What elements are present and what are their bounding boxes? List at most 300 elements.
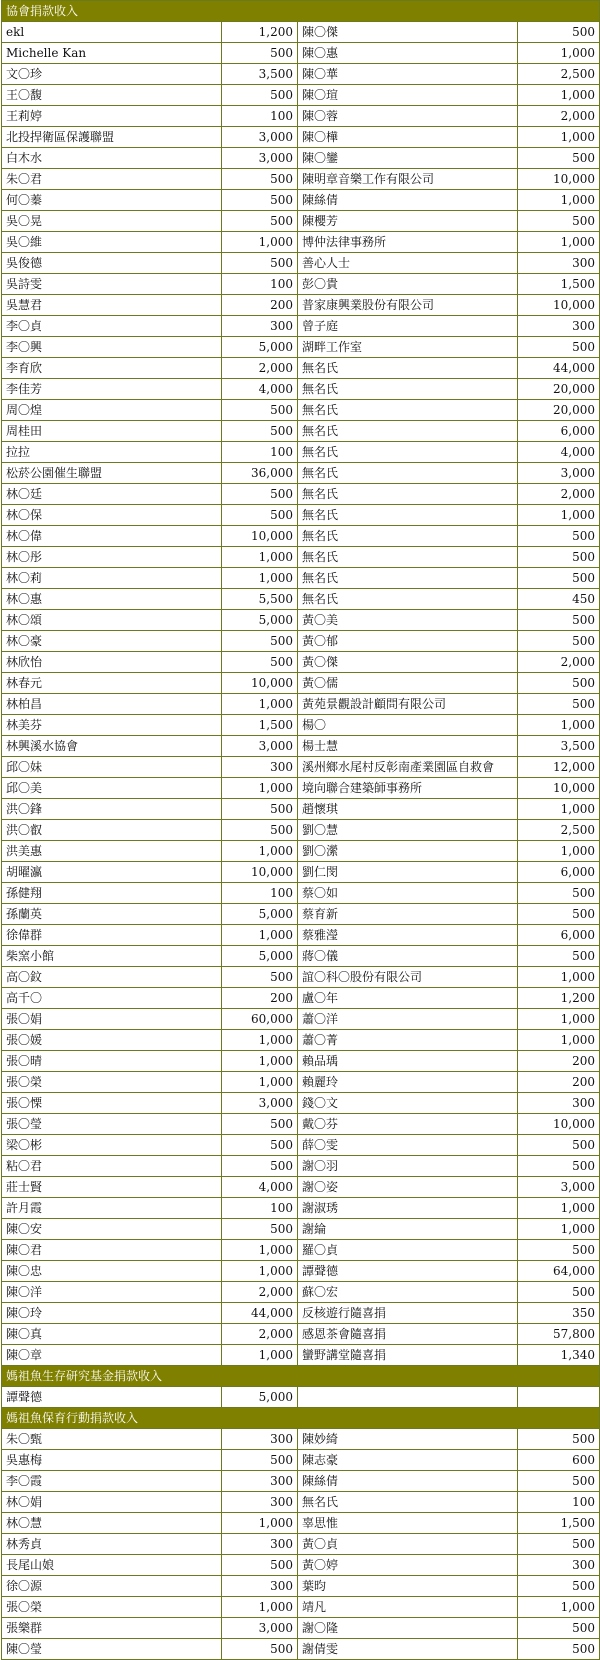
donor-name: 蘇〇宏	[298, 1282, 518, 1303]
donor-name: 高〇鈫	[2, 967, 222, 988]
donation-amount: 3,000	[222, 1093, 298, 1114]
donation-amount: 2,000	[222, 358, 298, 379]
donation-amount: 20,000	[518, 379, 600, 400]
donor-name: 謝〇隆	[298, 1618, 518, 1639]
donation-amount: 200	[518, 1072, 600, 1093]
donation-amount: 500	[518, 1135, 600, 1156]
donation-amount: 500	[222, 169, 298, 190]
donation-amount: 2,500	[518, 820, 600, 841]
donor-name: 胡曜瀛	[2, 862, 222, 883]
donation-amount: 500	[222, 1555, 298, 1576]
table-row	[2, 442, 600, 463]
donor-name: 陳〇君	[2, 1240, 222, 1261]
donation-amount: 500	[518, 1534, 600, 1555]
table-row	[2, 43, 600, 64]
table-row	[2, 1051, 600, 1072]
donor-name: 柴窯小館	[2, 946, 222, 967]
donor-name	[298, 1387, 518, 1408]
donor-name: 普家康興業股份有限公司	[298, 295, 518, 316]
table-row	[2, 358, 600, 379]
donor-name: 無名氏	[298, 463, 518, 484]
donor-name: 辜思惟	[298, 1513, 518, 1534]
donor-name: 洪〇鋒	[2, 799, 222, 820]
donor-name: 譚聲德	[298, 1261, 518, 1282]
donation-amount: 1,000	[518, 1219, 600, 1240]
donation-amount: 57,800	[518, 1324, 600, 1345]
donor-name: 林〇慧	[2, 1513, 222, 1534]
donation-amount: 1,000	[518, 190, 600, 211]
donor-name: 林〇偉	[2, 526, 222, 547]
donor-name: 蕭〇菁	[298, 1030, 518, 1051]
donation-amount: 300	[518, 253, 600, 274]
donation-amount: 44,000	[518, 358, 600, 379]
donor-name: 戴〇芬	[298, 1114, 518, 1135]
donation-amount: 1,000	[518, 841, 600, 862]
donation-amount: 1,000	[518, 799, 600, 820]
donation-amount: 300	[222, 316, 298, 337]
table-row	[2, 652, 600, 673]
donor-name: 孫蘭英	[2, 904, 222, 925]
donation-amount: 500	[222, 85, 298, 106]
table-row	[2, 778, 600, 799]
donation-amount: 2,000	[518, 652, 600, 673]
donor-name: 松菸公園催生聯盟	[2, 463, 222, 484]
donation-amount: 500	[518, 1618, 600, 1639]
donor-name: 靖凡	[298, 1597, 518, 1618]
donor-name: 梁〇彬	[2, 1135, 222, 1156]
table-row	[2, 379, 600, 400]
donation-amount: 350	[518, 1303, 600, 1324]
donor-name: 林柏昌	[2, 694, 222, 715]
donor-name: 粘〇君	[2, 1156, 222, 1177]
donation-amount: 500	[222, 43, 298, 64]
donation-amount: 5,000	[222, 610, 298, 631]
donation-amount: 5,500	[222, 589, 298, 610]
donation-amount: 500	[518, 1240, 600, 1261]
table-row	[2, 1534, 600, 1555]
donor-name: 彭〇貴	[298, 274, 518, 295]
donation-amount: 2,000	[222, 1282, 298, 1303]
donation-amount: 1,000	[518, 1198, 600, 1219]
donation-amount: 500	[518, 1576, 600, 1597]
donor-name: 林〇保	[2, 505, 222, 526]
donor-name: 湖畔工作室	[298, 337, 518, 358]
donor-name: 境向聯合建築師事務所	[298, 778, 518, 799]
donation-amount: 1,000	[222, 778, 298, 799]
donation-amount: 1,000	[222, 1597, 298, 1618]
donation-amount: 1,000	[518, 1009, 600, 1030]
donor-name: 黃苑景觀設計顧問有限公司	[298, 694, 518, 715]
donor-name: 莊士賢	[2, 1177, 222, 1198]
donation-amount: 20,000	[518, 400, 600, 421]
donation-amount: 200	[518, 1051, 600, 1072]
donor-name: 邱〇美	[2, 778, 222, 799]
table-row	[2, 757, 600, 778]
table-row	[2, 1345, 600, 1366]
donor-name: 蕭〇洋	[298, 1009, 518, 1030]
donor-name: 王〇馥	[2, 85, 222, 106]
table-row	[2, 1618, 600, 1639]
donation-amount: 300	[518, 316, 600, 337]
donation-amount: 1,000	[222, 232, 298, 253]
table-row	[2, 1219, 600, 1240]
donor-name: 吳〇維	[2, 232, 222, 253]
donation-amount: 500	[222, 799, 298, 820]
donation-amount: 3,000	[518, 463, 600, 484]
donation-amount: 5,000	[222, 904, 298, 925]
donor-name: 王莉婷	[2, 106, 222, 127]
donor-name: 拉拉	[2, 442, 222, 463]
donor-name: 李〇霞	[2, 1471, 222, 1492]
donor-name: 謝綸	[298, 1219, 518, 1240]
table-row	[2, 316, 600, 337]
donor-name: 無名氏	[298, 442, 518, 463]
donor-name: 何〇蓁	[2, 190, 222, 211]
donation-amount: 300	[222, 1471, 298, 1492]
donor-name: 張〇慄	[2, 1093, 222, 1114]
donor-name: 誼〇科〇股份有限公司	[298, 967, 518, 988]
donation-amount: 3,500	[518, 736, 600, 757]
donor-name: 陳〇傑	[298, 22, 518, 43]
donation-amount: 1,000	[518, 1030, 600, 1051]
donation-amount: 500	[222, 631, 298, 652]
donor-name: 黃〇美	[298, 610, 518, 631]
donor-name: 薛〇雯	[298, 1135, 518, 1156]
donor-name: 蔣〇儀	[298, 946, 518, 967]
donation-amount: 200	[222, 988, 298, 1009]
table-row	[2, 799, 600, 820]
donor-name: 林〇彤	[2, 547, 222, 568]
donor-name: 陳〇真	[2, 1324, 222, 1345]
donor-name: 陳〇瑩	[2, 1639, 222, 1660]
donor-name: 無名氏	[298, 400, 518, 421]
donation-amount: 500	[222, 1450, 298, 1471]
donor-name: 白木水	[2, 148, 222, 169]
donor-name: 無名氏	[298, 379, 518, 400]
donation-amount: 100	[518, 1492, 600, 1513]
donation-amount: 500	[518, 547, 600, 568]
donation-amount: 100	[222, 442, 298, 463]
donation-amount: 4,000	[222, 1177, 298, 1198]
donation-amount: 500	[518, 694, 600, 715]
donation-amount: 500	[222, 1156, 298, 1177]
table-row	[2, 715, 600, 736]
donor-name: 陳〇瑄	[298, 85, 518, 106]
donor-name: 陳〇章	[2, 1345, 222, 1366]
donor-name: 黃〇郁	[298, 631, 518, 652]
table-row	[2, 694, 600, 715]
donor-name: 劉仁閔	[298, 862, 518, 883]
donation-amount: 200	[222, 295, 298, 316]
donation-amount: 3,500	[222, 64, 298, 85]
donation-amount: 1,000	[222, 1072, 298, 1093]
donor-name: 陳〇惠	[298, 43, 518, 64]
donor-name: 錢〇文	[298, 1093, 518, 1114]
table-row	[2, 1324, 600, 1345]
table-row	[2, 925, 600, 946]
table-row	[2, 883, 600, 904]
donation-amount: 1,000	[222, 694, 298, 715]
donation-amount: 1,340	[518, 1345, 600, 1366]
donor-name: 無名氏	[298, 421, 518, 442]
donation-amount: 1,000	[518, 85, 600, 106]
donation-amount: 300	[222, 1492, 298, 1513]
table-row	[2, 1114, 600, 1135]
donation-amount: 1,000	[518, 505, 600, 526]
table-row	[2, 253, 600, 274]
donation-amount: 3,000	[222, 736, 298, 757]
table-row	[2, 862, 600, 883]
donation-amount: 100	[222, 106, 298, 127]
donor-name: 陳〇洋	[2, 1282, 222, 1303]
table-row	[2, 820, 600, 841]
donor-name: 無名氏	[298, 547, 518, 568]
donation-amount: 1,000	[518, 967, 600, 988]
table-row	[2, 190, 600, 211]
table-row	[2, 1429, 600, 1450]
table-row	[2, 1240, 600, 1261]
table-row	[2, 1387, 600, 1408]
donor-name: 蔡育新	[298, 904, 518, 925]
donor-name: 孫健翔	[2, 883, 222, 904]
table-row	[2, 400, 600, 421]
donor-name: 謝〇姿	[298, 1177, 518, 1198]
donor-name: 陳〇樺	[298, 127, 518, 148]
table-row	[2, 232, 600, 253]
donation-amount: 10,000	[222, 673, 298, 694]
donation-amount: 4,000	[518, 442, 600, 463]
donor-name: 蠻野講堂隨喜捐	[298, 1345, 518, 1366]
donor-name: 北投捍衛區保護聯盟	[2, 127, 222, 148]
donor-name: 蔡〇如	[298, 883, 518, 904]
table-row	[2, 127, 600, 148]
donor-name: 洪美惠	[2, 841, 222, 862]
donor-name: 高千〇	[2, 988, 222, 1009]
table-row	[2, 1135, 600, 1156]
table-row	[2, 1261, 600, 1282]
donation-amount: 500	[518, 1639, 600, 1660]
table-row	[2, 211, 600, 232]
donor-name: 陳志豪	[298, 1450, 518, 1471]
donation-amount: 5,000	[222, 1387, 298, 1408]
donation-amount: 500	[518, 631, 600, 652]
table-row	[2, 841, 600, 862]
donation-amount: 500	[518, 526, 600, 547]
donation-amount: 2,000	[222, 1324, 298, 1345]
table-row	[2, 22, 600, 43]
donor-name: 吳〇晃	[2, 211, 222, 232]
donation-amount: 500	[222, 190, 298, 211]
donor-name: 無名氏	[298, 526, 518, 547]
table-row	[2, 967, 600, 988]
donor-name: 林美芬	[2, 715, 222, 736]
donor-name: 溪州鄉水尾村反彰南產業園區自救會	[298, 757, 518, 778]
donation-amount: 1,000	[518, 127, 600, 148]
donor-name: 無名氏	[298, 484, 518, 505]
donation-amount: 3,000	[222, 127, 298, 148]
donation-amount: 6,000	[518, 925, 600, 946]
donation-amount: 100	[222, 274, 298, 295]
donor-name: 無名氏	[298, 358, 518, 379]
donor-name: 羅〇貞	[298, 1240, 518, 1261]
donor-name: 張〇榮	[2, 1072, 222, 1093]
donor-name: 朱〇甄	[2, 1429, 222, 1450]
table-row	[2, 1555, 600, 1576]
donation-amount: 500	[518, 1471, 600, 1492]
section-header	[2, 1366, 600, 1387]
donation-amount	[518, 1387, 600, 1408]
donor-name: 陳絲倩	[298, 190, 518, 211]
donor-name: 陳〇忠	[2, 1261, 222, 1282]
donation-amount: 3,000	[222, 1618, 298, 1639]
donor-name: 賴品瑀	[298, 1051, 518, 1072]
table-row	[2, 568, 600, 589]
table-row	[2, 736, 600, 757]
donor-name: 謝〇羽	[298, 1156, 518, 1177]
donation-amount: 1,000	[222, 841, 298, 862]
table-row	[2, 547, 600, 568]
donor-name: 譚聲德	[2, 1387, 222, 1408]
donor-name: 林〇廷	[2, 484, 222, 505]
donation-amount: 1,000	[222, 1051, 298, 1072]
donor-name: 許月霞	[2, 1198, 222, 1219]
donation-amount: 300	[518, 1093, 600, 1114]
donation-amount: 100	[222, 883, 298, 904]
table-row	[2, 1009, 600, 1030]
donation-amount: 10,000	[518, 295, 600, 316]
table-row	[2, 1639, 600, 1660]
donor-name: 張〇娟	[2, 1009, 222, 1030]
section-header	[2, 1408, 600, 1429]
table-row	[2, 463, 600, 484]
donation-amount: 12,000	[518, 757, 600, 778]
donation-amount: 1,000	[222, 547, 298, 568]
table-row	[2, 1156, 600, 1177]
donation-amount: 1,000	[222, 1030, 298, 1051]
table-row	[2, 64, 600, 85]
donation-amount: 6,000	[518, 421, 600, 442]
donor-name: 無名氏	[298, 1492, 518, 1513]
table-row	[2, 1513, 600, 1534]
donation-amount: 500	[518, 1429, 600, 1450]
donation-amount: 10,000	[518, 1114, 600, 1135]
table-row	[2, 505, 600, 526]
donation-amount: 1,000	[222, 1261, 298, 1282]
table-row	[2, 1597, 600, 1618]
donor-name: 無名氏	[298, 589, 518, 610]
table-row	[2, 988, 600, 1009]
donation-amount: 10,000	[518, 169, 600, 190]
donation-amount: 500	[518, 22, 600, 43]
donor-name: 長尾山娘	[2, 1555, 222, 1576]
donation-amount: 10,000	[518, 778, 600, 799]
donation-amount: 2,000	[518, 484, 600, 505]
donor-name: 楊士慧	[298, 736, 518, 757]
donor-name: 林〇娟	[2, 1492, 222, 1513]
donation-amount: 500	[222, 1219, 298, 1240]
section-title: 協會捐款收入	[2, 1, 600, 22]
table-row	[2, 421, 600, 442]
donor-name: 林〇莉	[2, 568, 222, 589]
donation-amount: 500	[222, 505, 298, 526]
donation-amount: 1,000	[222, 1513, 298, 1534]
donor-name: 林興溪水協會	[2, 736, 222, 757]
donation-amount: 1,000	[222, 1240, 298, 1261]
donor-name: 曾子庭	[298, 316, 518, 337]
donation-amount: 6,000	[518, 862, 600, 883]
donation-amount: 500	[518, 673, 600, 694]
donor-name: 善心人士	[298, 253, 518, 274]
donor-name: 葉昀	[298, 1576, 518, 1597]
donation-amount: 1,000	[518, 232, 600, 253]
donor-name: 無名氏	[298, 568, 518, 589]
donation-amount: 300	[222, 757, 298, 778]
donation-amount: 60,000	[222, 1009, 298, 1030]
section-title: 媽祖魚保育行動捐款收入	[2, 1408, 600, 1429]
table-row	[2, 1093, 600, 1114]
donation-amount: 500	[222, 1639, 298, 1660]
table-row	[2, 1576, 600, 1597]
donation-amount: 5,000	[222, 337, 298, 358]
donation-amount: 300	[222, 1576, 298, 1597]
donation-amount: 500	[222, 484, 298, 505]
donor-name: 陳〇安	[2, 1219, 222, 1240]
donation-amount: 500	[518, 148, 600, 169]
donation-amount: 500	[222, 652, 298, 673]
table-row	[2, 1492, 600, 1513]
donor-name: 蔡雅瀅	[298, 925, 518, 946]
donor-name: 林秀貞	[2, 1534, 222, 1555]
donation-amount: 3,000	[518, 1177, 600, 1198]
donation-amount: 1,000	[518, 715, 600, 736]
table-row	[2, 169, 600, 190]
donor-name: 陳妙綺	[298, 1429, 518, 1450]
donation-amount: 500	[518, 904, 600, 925]
donor-name: 黃〇婷	[298, 1555, 518, 1576]
donor-name: 陳〇華	[298, 64, 518, 85]
donation-amount: 1,000	[518, 1597, 600, 1618]
donation-amount: 1,000	[222, 925, 298, 946]
donation-amount: 1,500	[518, 1513, 600, 1534]
donor-name: 反核遊行隨喜捐	[298, 1303, 518, 1324]
donor-name: 周桂田	[2, 421, 222, 442]
donation-amount: 10,000	[222, 526, 298, 547]
donor-name: 黃〇儒	[298, 673, 518, 694]
table-row	[2, 1282, 600, 1303]
donation-amount: 300	[518, 1555, 600, 1576]
section-title: 媽祖魚生存研究基金捐款收入	[2, 1366, 600, 1387]
donor-name: 楊〇	[298, 715, 518, 736]
donor-name: 劉〇瀠	[298, 841, 518, 862]
donation-amount: 500	[222, 967, 298, 988]
donation-amount: 1,000	[222, 1345, 298, 1366]
table-row	[2, 673, 600, 694]
donor-name: 林春元	[2, 673, 222, 694]
donor-name: 謝倩雯	[298, 1639, 518, 1660]
donor-name: 周〇煌	[2, 400, 222, 421]
donation-amount: 450	[518, 589, 600, 610]
donor-name: 李〇貞	[2, 316, 222, 337]
donation-amount: 600	[518, 1450, 600, 1471]
donor-name: 張〇瑩	[2, 1114, 222, 1135]
donor-name: Michelle Kan	[2, 43, 222, 64]
donation-amount: 3,000	[222, 148, 298, 169]
donation-amount: 1,200	[518, 988, 600, 1009]
table-row	[2, 295, 600, 316]
table-row	[2, 1303, 600, 1324]
donation-amount: 500	[518, 337, 600, 358]
donor-name: 吳慧君	[2, 295, 222, 316]
